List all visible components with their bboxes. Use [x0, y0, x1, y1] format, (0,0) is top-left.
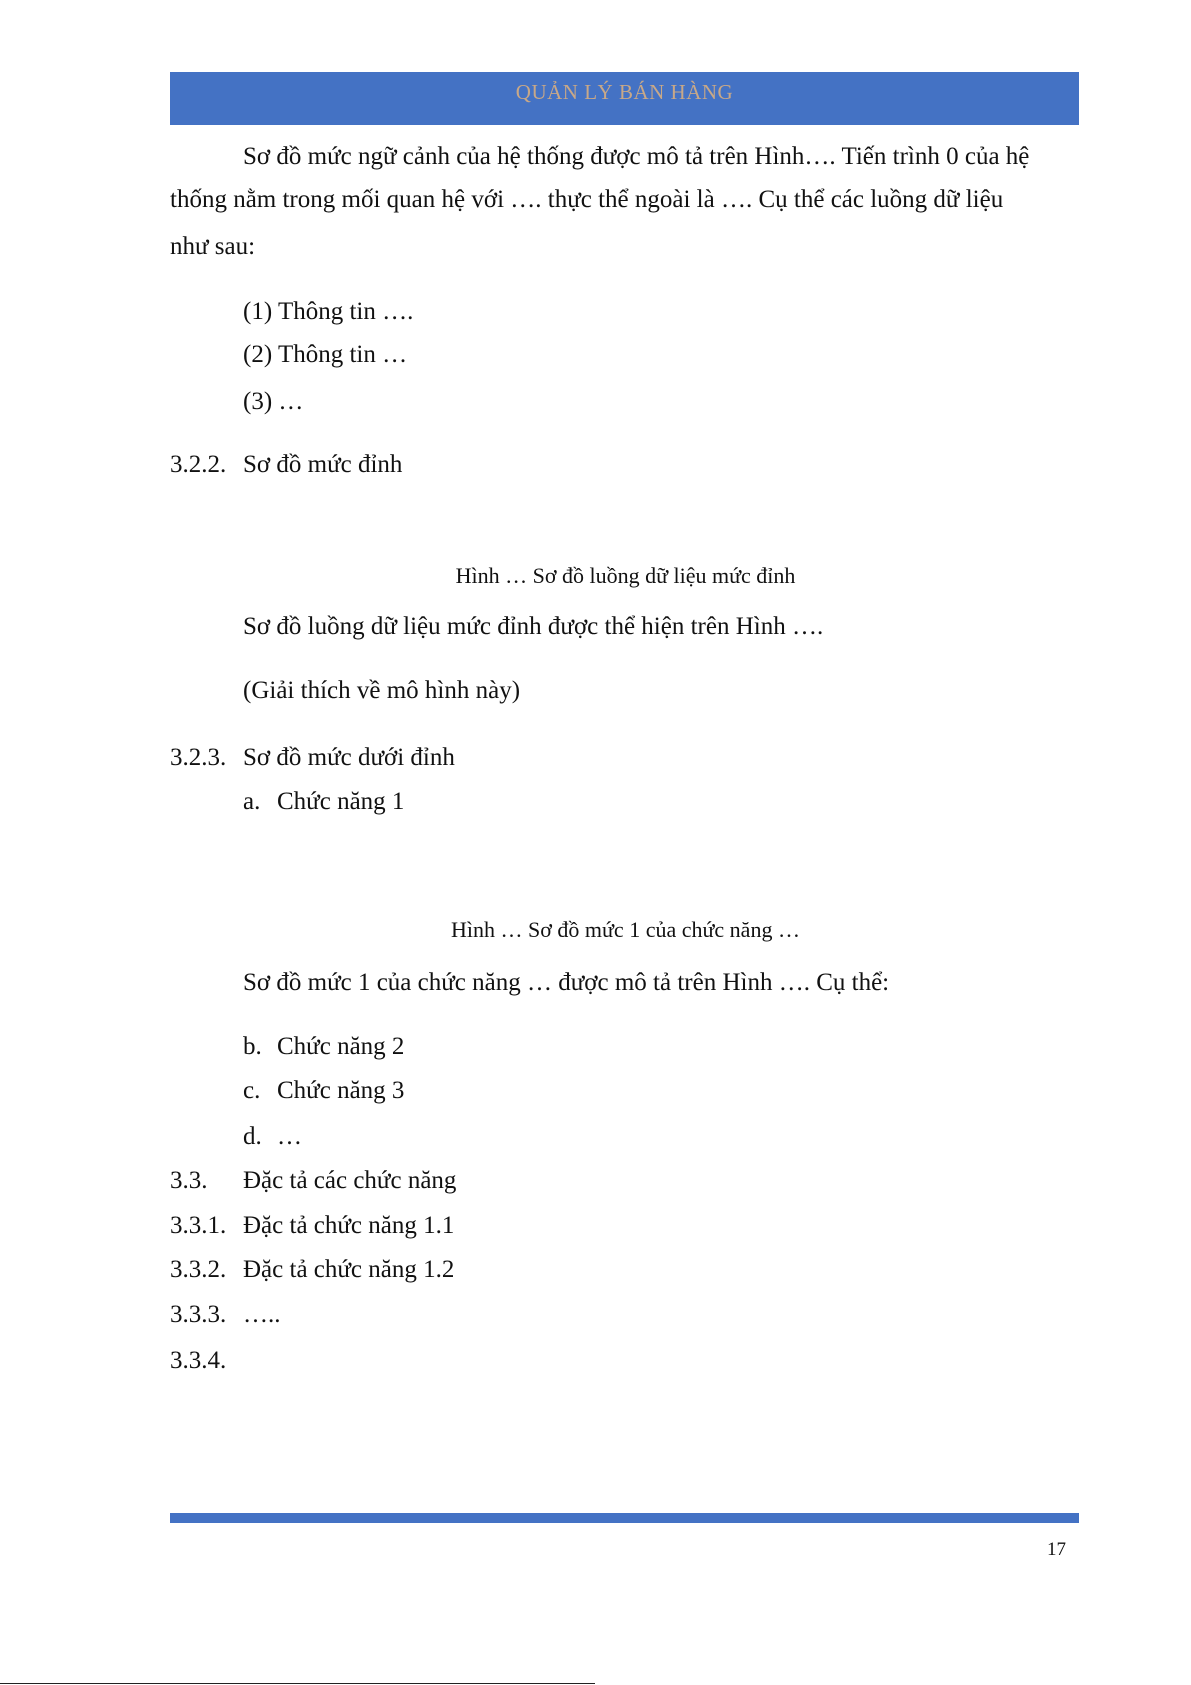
function-a-label: Chức năng 1 [277, 788, 405, 815]
function-a-letter: a. [243, 788, 261, 815]
flow-item-3: (3) … [243, 388, 304, 415]
footer-bar [170, 1513, 1079, 1523]
section-number-3-3: 3.3. [170, 1167, 208, 1194]
function-c-label: Chức năng 3 [277, 1077, 405, 1104]
figure-caption-2: Hình … Sơ đồ mức 1 của chức năng … [451, 917, 800, 942]
function-c-letter: c. [243, 1077, 261, 1104]
section-heading-3-3-3: ….. [243, 1301, 281, 1328]
flow-item-2: (2) Thông tin … [243, 341, 408, 368]
page-number: 17 [1047, 1539, 1066, 1560]
function-d-label: … [277, 1123, 302, 1150]
paragraph-level-1: Sơ đồ mức 1 của chức năng … được mô tả trên Hình …. Cụ thể: [243, 969, 890, 996]
section-number-3-3-2: 3.3.2. [170, 1256, 227, 1283]
paragraph-explanation: (Giải thích về mô hình này) [243, 677, 521, 704]
section-heading-3-2-2: Sơ đồ mức đỉnh [243, 451, 403, 478]
section-number-3-2-3: 3.2.3. [170, 744, 227, 771]
page-header [170, 72, 1079, 125]
function-b-letter: b. [243, 1033, 262, 1060]
section-number-3-3-1: 3.3.1. [170, 1212, 227, 1239]
header-title: QUẢN LÝ BÁN HÀNG [515, 80, 734, 104]
section-heading-3-3: Đặc tả các chức năng [243, 1167, 457, 1194]
section-number-3-3-4: 3.3.4. [170, 1347, 227, 1374]
section-heading-3-3-1: Đặc tả chức năng 1.1 [243, 1212, 455, 1239]
function-d-letter: d. [243, 1123, 262, 1150]
section-number-3-3-3: 3.3.3. [170, 1301, 227, 1328]
intro-line-1: Sơ đồ mức ngữ cảnh của hệ thống được mô tả trên Hình…. Tiến trình 0 của hệ [243, 143, 1030, 170]
function-b-label: Chức năng 2 [277, 1033, 405, 1060]
section-heading-3-2-3: Sơ đồ mức dưới đỉnh [243, 744, 455, 771]
section-heading-3-3-2: Đặc tả chức năng 1.2 [243, 1256, 455, 1283]
flow-item-1: (1) Thông tin …. [243, 298, 414, 325]
paragraph-top-level: Sơ đồ luồng dữ liệu mức đỉnh được thể hiện trên Hình …. [243, 613, 824, 640]
intro-line-2: thống nằm trong mối quan hệ với …. thực thể ngoài là …. Cụ thể các luồng dữ liệu [170, 186, 1004, 213]
intro-line-3: như sau: [170, 233, 256, 260]
section-number-3-2-2: 3.2.2. [170, 451, 227, 478]
figure-caption-1: Hình … Sơ đồ luồng dữ liệu mức đỉnh [455, 563, 796, 588]
bottom-rule [0, 1683, 595, 1684]
